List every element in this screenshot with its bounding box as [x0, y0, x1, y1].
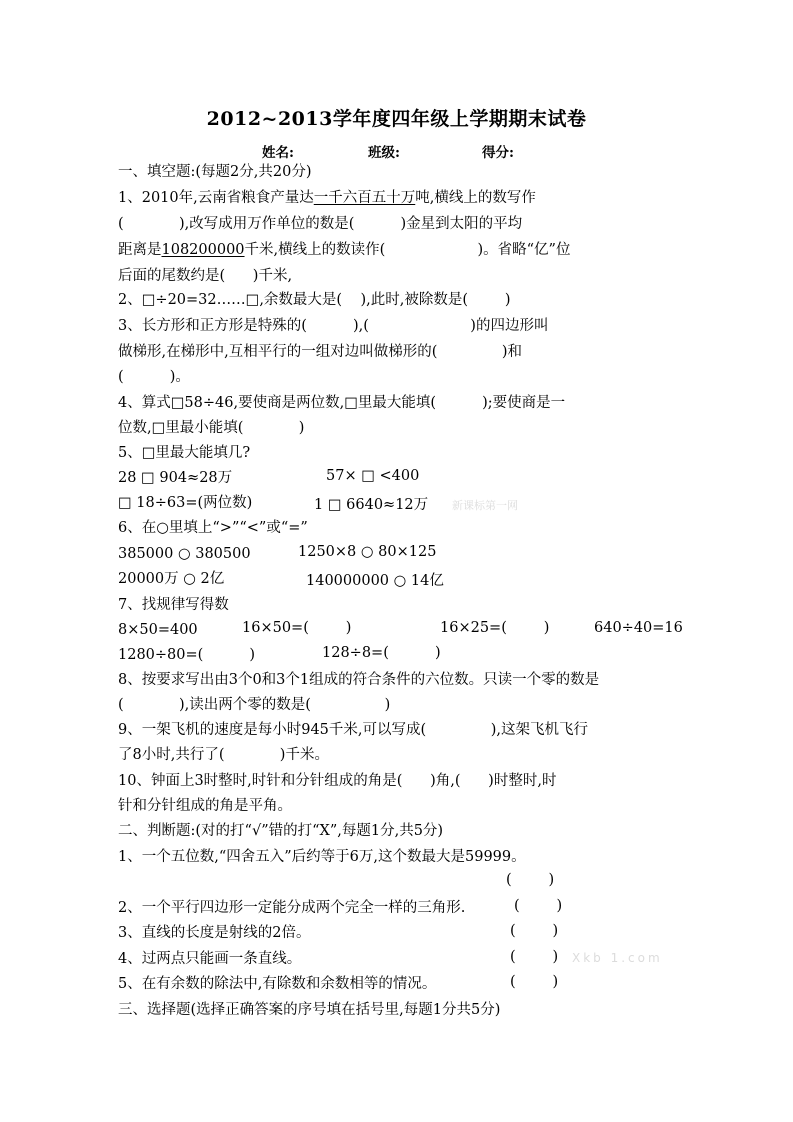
- q1-line2: ( ),改写成用万作单位的数是( )金星到太阳的平均: [118, 216, 523, 232]
- section3-heading: 三、选择题(选择正确答案的序号填在括号里,每题1分共5分): [118, 1002, 501, 1018]
- q6-heading: 6、在○里填上“>”“<”或“=”: [118, 520, 308, 536]
- q9-line2: 了8小时,共行了( )千米。: [118, 747, 329, 763]
- page-title: 2012~2013学年度四年级上学期期末试卷: [206, 108, 587, 130]
- q8-line2: ( ),读出两个零的数是( ): [118, 697, 391, 713]
- judge-bracket-1: ( ): [506, 872, 555, 888]
- judge-item-2: 2、一个平行四边形一定能分成两个完全一样的三角形.: [118, 900, 466, 916]
- judge-bracket-3: ( ): [510, 923, 559, 939]
- q7-item: 8×50=400: [118, 622, 198, 638]
- judge-item-1: 1、一个五位数,“四舍五入”后约等于6万,这个数最大是59999。: [118, 849, 526, 865]
- q6-item: 140000000 ○ 14亿: [306, 573, 444, 589]
- class-label: 班级:: [368, 145, 400, 161]
- q7-item: 1280÷80=( ): [118, 647, 256, 663]
- q7-item: 16×50=( ): [242, 620, 352, 636]
- q3-line3: ( )。: [118, 369, 190, 385]
- judge-item-5: 5、在有余数的除法中,有除数和余数相等的情况。: [118, 976, 437, 992]
- q5-item: 57× □ <400: [326, 468, 420, 484]
- q7-item: 640÷40=16: [594, 620, 683, 636]
- q5-item: 28 □ 904≈28万: [118, 470, 233, 486]
- q7-item: 16×25=( ): [440, 620, 550, 636]
- score-label: 得分:: [482, 145, 514, 161]
- q5-item: 1 □ 6640≈12万: [314, 497, 429, 513]
- watermark-cn: 新课标第一网: [452, 499, 518, 512]
- judge-bracket-4: ( ): [510, 949, 559, 965]
- q6-item: 385000 ○ 380500: [118, 546, 251, 562]
- q3-line1: 3、长方形和正方形是特殊的( ),( )的四边形叫: [118, 318, 549, 334]
- section2-heading: 二、判断题:(对的打“√”错的打“X”,每题1分,共5分): [118, 823, 444, 839]
- judge-item-4: 4、过两点只能画一条直线。: [118, 951, 302, 967]
- q1-line1: 1、2010年,云南省粮食产量达一千六百五十万吨,横线上的数写作: [118, 190, 536, 206]
- q2-line: 2、□÷20=32……□,余数最大是( ),此时,被除数是( ): [118, 292, 511, 308]
- q9-line1: 9、一架飞机的速度是每小时945千米,可以写成( ),这架飞机飞行: [118, 722, 588, 738]
- q8-line1: 8、按要求写出由3个0和3个1组成的符合条件的六位数。只读一个零的数是: [118, 672, 600, 688]
- judge-bracket-5: ( ): [510, 974, 559, 990]
- q1-line4: 后面的尾数约是( )千米,: [118, 268, 293, 284]
- q4-line2: 位数,□里最小能填( ): [118, 420, 305, 436]
- q10-line1: 10、钟面上3时整时,时针和分针组成的角是( )角,( )时整时,时: [118, 773, 557, 789]
- q7-heading: 7、找规律写得数: [118, 597, 229, 613]
- q1-line3: 距离是108200000千米,横线上的数读作( )。省略“亿”位: [118, 242, 571, 258]
- q4-line1: 4、算式□58÷46,要使商是两位数,□里最大能填( );要使商是一: [118, 395, 566, 411]
- q5-item: □ 18÷63=(两位数): [118, 495, 253, 511]
- q6-item: 1250×8 ○ 80×125: [298, 544, 437, 560]
- watermark-en: Xkb 1.com: [572, 951, 663, 965]
- judge-bracket-2: ( ): [514, 898, 563, 914]
- q7-item: 128÷8=( ): [322, 645, 441, 661]
- q3-line2: 做梯形,在梯形中,互相平行的一组对边叫做梯形的( )和: [118, 344, 523, 360]
- q6-item: 20000万 ○ 2亿: [118, 571, 225, 587]
- q5-heading: 5、□里最大能填几?: [118, 445, 251, 461]
- judge-item-3: 3、直线的长度是射线的2倍。: [118, 925, 311, 941]
- q10-line2: 针和分针组成的角是平角。: [118, 798, 292, 814]
- section1-heading: 一、填空题:(每题2分,共20分): [118, 164, 312, 180]
- name-label: 姓名:: [262, 145, 294, 161]
